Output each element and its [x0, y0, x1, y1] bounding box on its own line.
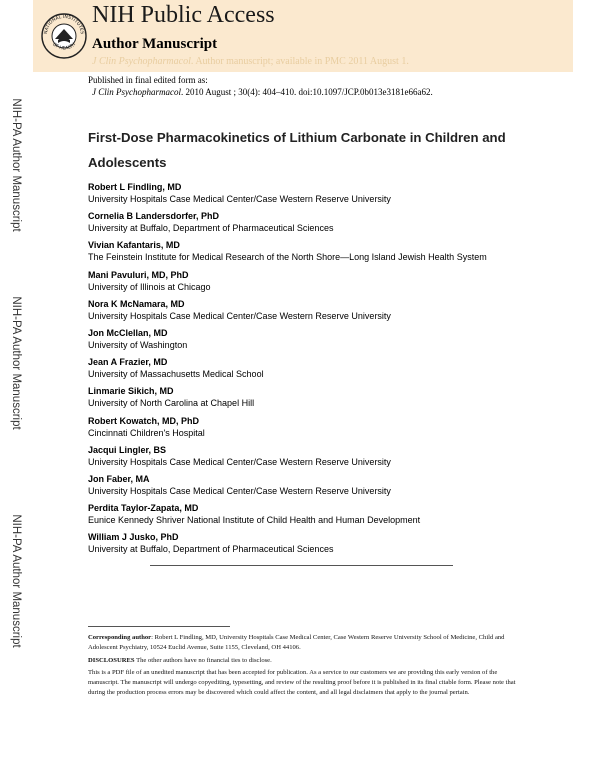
author-entry: [88, 356, 487, 385]
author-name: Perdita Taylor-Zapata, MD: [88, 503, 199, 514]
published-label: Published in final edited form as:: [88, 75, 208, 85]
author-name: Nora K McNamara, MD: [88, 298, 185, 309]
author-entry: [88, 444, 487, 473]
citation-details: . 2010 August ; 30(4): 404–410. doi:10.1097/JCP.0b013e3181e66a62.: [181, 87, 433, 97]
availability-text: . Author manuscript; available in PMC 2011 August 1.: [190, 56, 409, 67]
author-affiliation: University Hospitals Case Medical Center/Case Western Reserve University: [88, 310, 391, 321]
author-name: Linmarie Sikich, MD: [88, 386, 174, 397]
disclosures-text: The other authors have no financial ties to disclose.: [134, 657, 272, 664]
author-affiliation: University Hospitals Case Medical Center/Case Western Reserve University: [88, 485, 391, 496]
author-entry: [88, 385, 487, 414]
author-affiliation: University at Buffalo, Department of Pharmaceutical Sciences: [88, 223, 334, 234]
citation-journal: J Clin Psychopharmacol: [92, 87, 181, 97]
side-label-1: NIH-PA Author Manuscript: [10, 98, 22, 232]
author-name: Jean A Frazier, MD: [88, 357, 168, 368]
availability-line: [92, 56, 409, 67]
author-name: Robert L Findling, MD: [88, 182, 182, 192]
author-entry: [88, 298, 487, 327]
author-entry: [88, 210, 487, 239]
author-affiliation: University at Buffalo, Department of Pharmaceutical Sciences: [88, 544, 334, 555]
disclosures-note: [88, 656, 518, 666]
author-entry: [88, 531, 487, 560]
author-affiliation: The Feinstein Institute for Medical Research of the North Shore—Long Island Jewish Health System: [88, 252, 487, 263]
author-affiliation: Cincinnati Children's Hospital: [88, 427, 205, 438]
divider-rule: [150, 565, 453, 566]
side-label-2: NIH-PA Author Manuscript: [10, 296, 22, 430]
logo-text-top: NATIONAL INSTITUTES: [43, 14, 85, 35]
author-affiliation: University of North Carolina at Chapel Hill: [88, 398, 255, 409]
corresponding-text: : Robert L Findling, MD, University Hospitals Case Medical Center, Case Western Reserve University School of Medicine, Child and Adolescent Psychiatry, 10524 Euclid Avenue, Suite 1155, Cleveland, OH 44106.: [88, 634, 505, 651]
author-manuscript-label: Author Manuscript: [92, 36, 218, 52]
logo-text-bottom: OF HEALTH: [51, 42, 77, 52]
author-entry: [88, 269, 487, 298]
nih-public-access-title: NIH Public Access: [92, 2, 275, 28]
author-affiliation: University Hospitals Case Medical Center/Case Western Reserve University: [88, 194, 391, 204]
author-name: Cornelia B Landersdorfer, PhD: [88, 211, 220, 222]
citation: [92, 87, 433, 97]
article-title: First-Dose Pharmacokinetics of Lithium Carbonate in Children and Adolescents: [88, 130, 506, 170]
author-name: Jacqui Lingler, BS: [88, 444, 167, 455]
author-affiliation: Eunice Kennedy Shriver National Institute of Child Health and Human Development: [88, 515, 421, 526]
pdf-notice: This is a PDF file of an unedited manuscript that has been accepted for publication. As a service to our customers we are providing this early version of the manuscript. The manuscript will undergo copyediting, typesetting, and review of the resulting proof before it is published in its final citable form. Please note that during the production process errors may be discovered which could affect the content, and all legal disclaimers that apply to the journal pertain.: [88, 669, 516, 696]
corresponding-label: Corresponding author: [88, 634, 152, 641]
author-entry: [88, 502, 487, 531]
availability-journal: J Clin Psychopharmacol: [92, 56, 191, 67]
side-label-3: NIH-PA Author Manuscript: [10, 514, 22, 648]
author-entry: [88, 181, 487, 210]
author-list: [88, 181, 487, 560]
author-affiliation: University of Massachusetts Medical School: [88, 369, 264, 380]
author-entry: [88, 473, 487, 502]
author-name: Mani Pavuluri, MD, PhD: [88, 269, 189, 280]
author-affiliation: University Hospitals Case Medical Center/Case Western Reserve University: [88, 456, 391, 467]
author-name: Robert Kowatch, MD, PhD: [88, 415, 200, 426]
author-entry: [88, 239, 487, 268]
author-affiliation: University of Illinois at Chicago: [88, 281, 211, 292]
author-affiliation: University of Washington: [88, 339, 188, 350]
author-entry: [88, 327, 487, 356]
author-name: Jon Faber, MA: [88, 473, 150, 484]
author-name: Jon McClellan, MD: [88, 327, 168, 338]
author-name: Vivian Kafantaris, MD: [88, 240, 180, 251]
author-entry: [88, 415, 487, 444]
footnote-rule: [88, 626, 230, 627]
corresponding-author-note: [88, 633, 518, 653]
disclosures-label: DISCLOSURES: [88, 657, 135, 664]
author-name: William J Jusko, PhD: [88, 532, 179, 543]
nih-seal-icon: [40, 2, 88, 68]
